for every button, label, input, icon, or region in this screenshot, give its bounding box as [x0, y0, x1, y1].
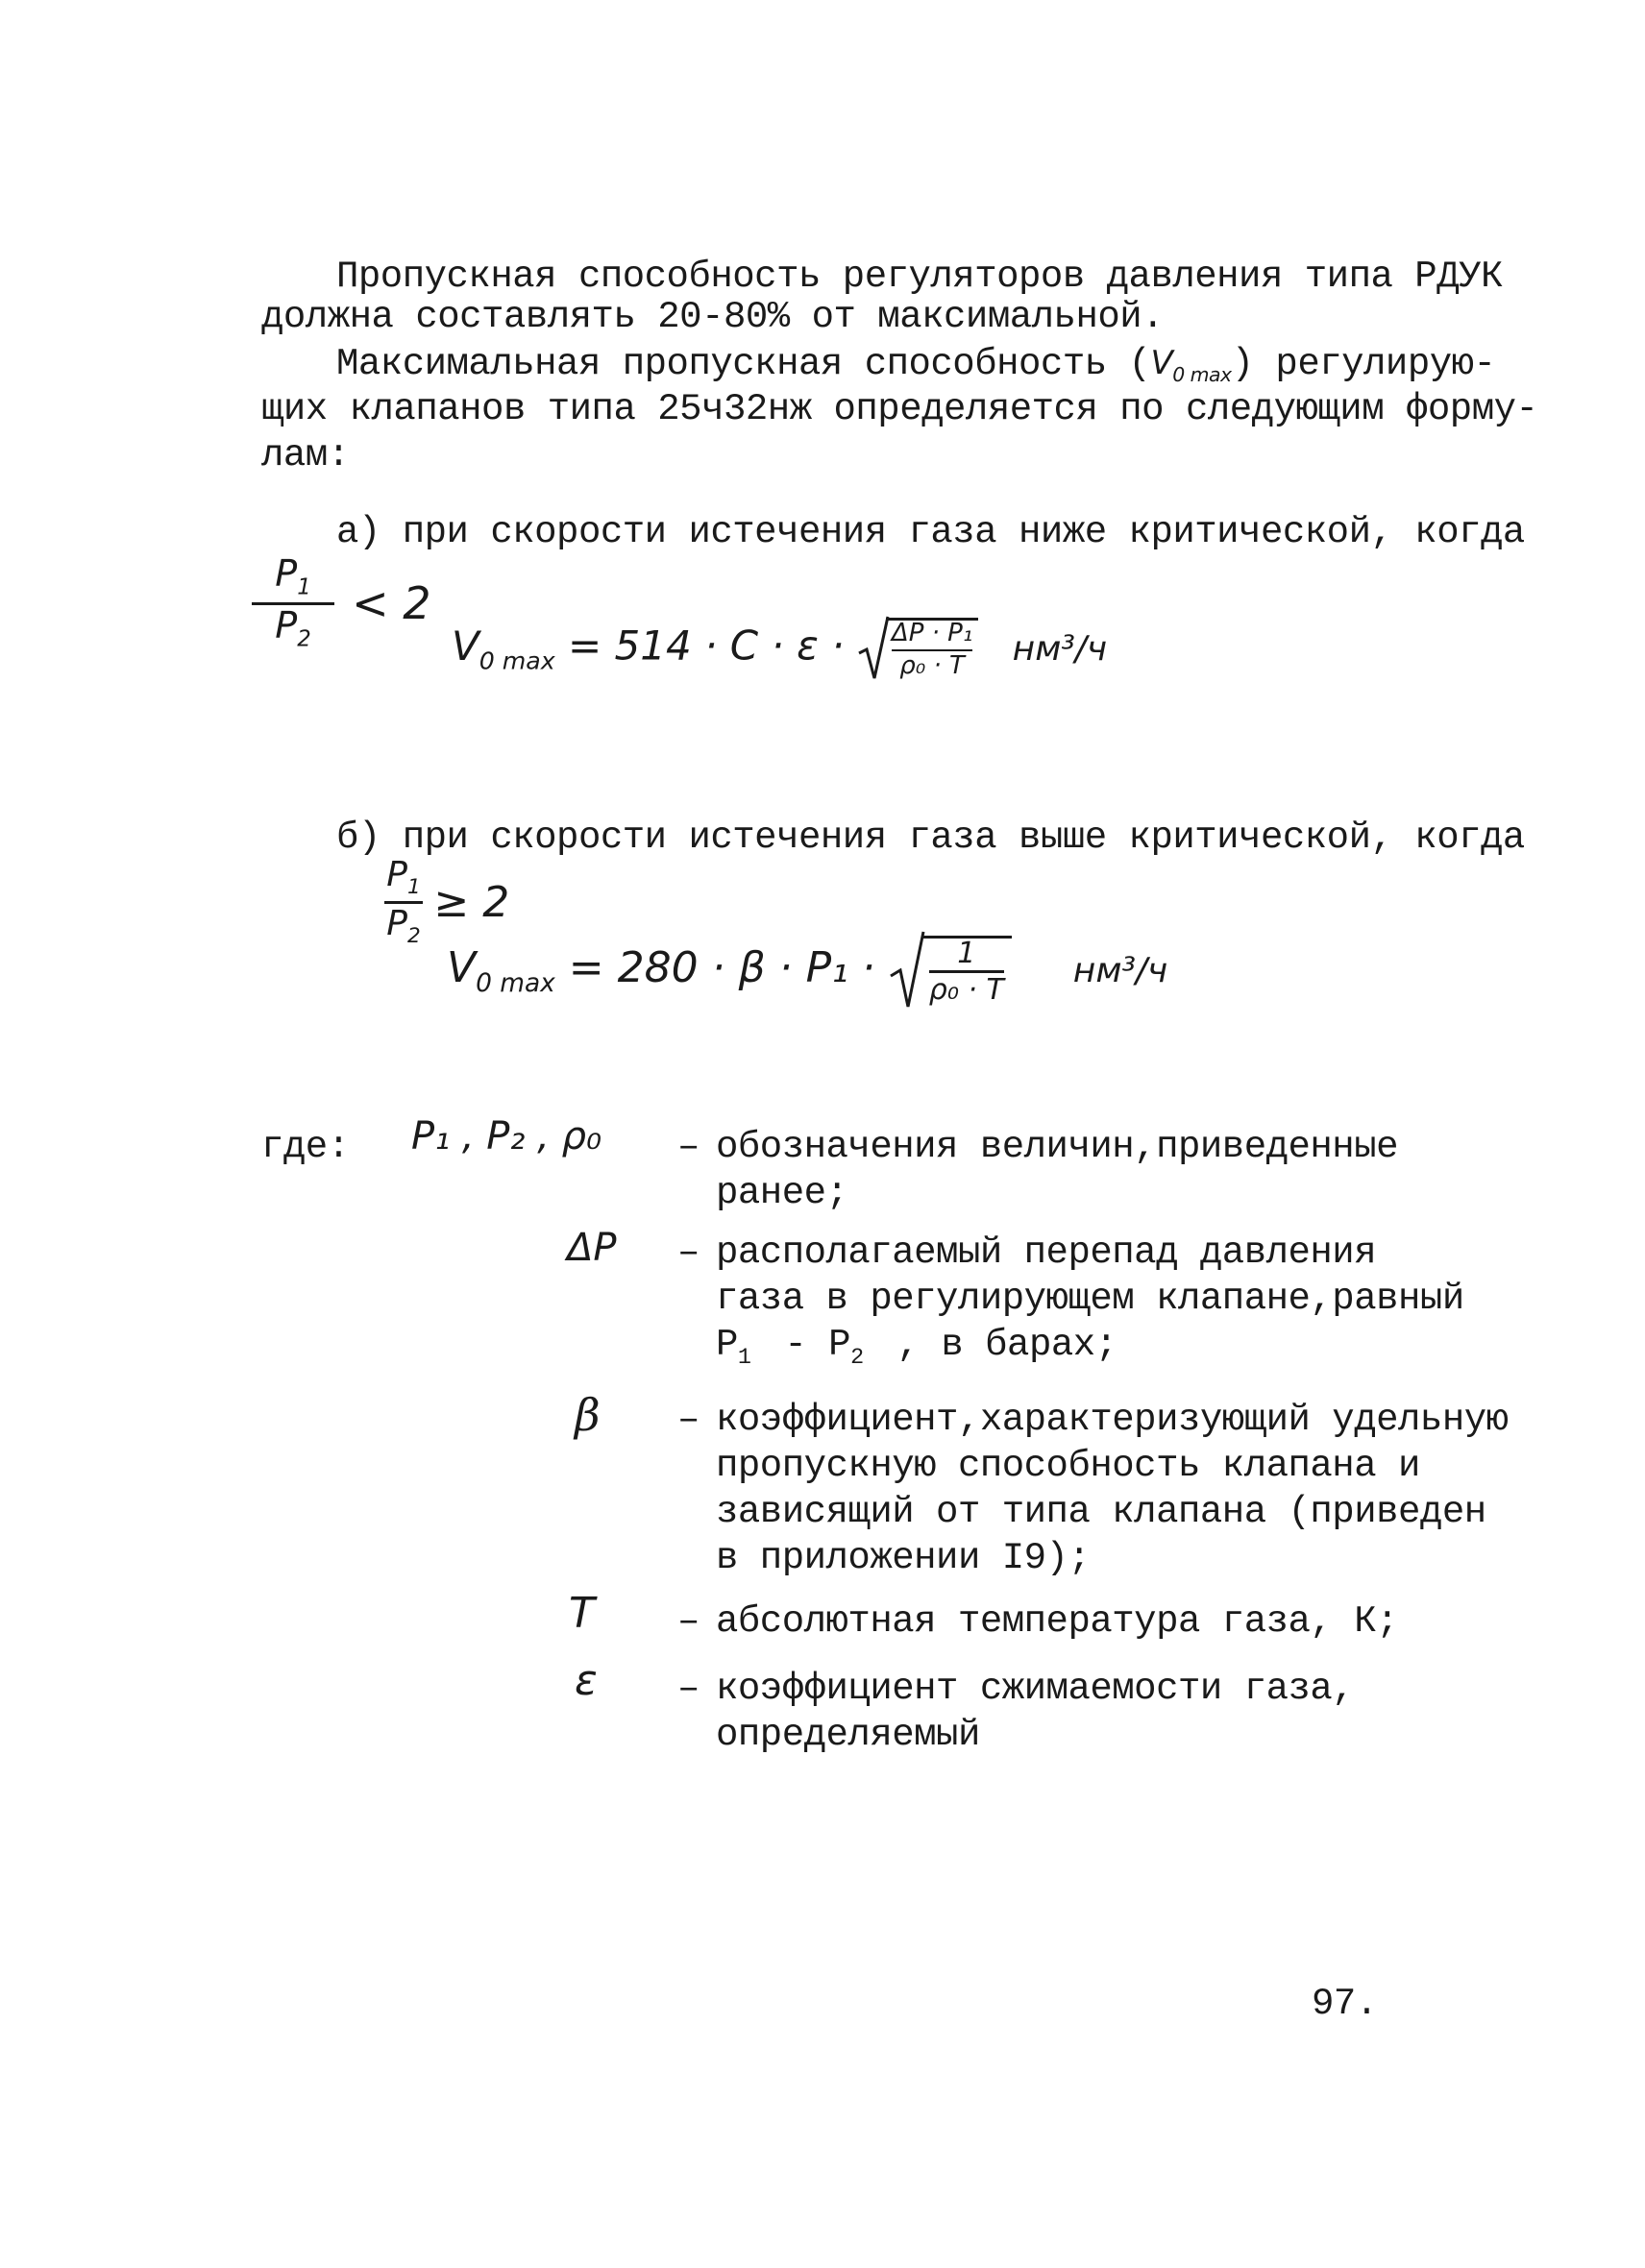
legend-symbol-t: T	[569, 1589, 595, 1638]
legend-where: где:	[261, 1126, 350, 1168]
paragraph-2-text-b: ) регулирую-	[1231, 343, 1496, 385]
legend-row-0-line-1: ранее;	[716, 1172, 848, 1214]
case-b-condition-relation: ≥ 2	[433, 877, 510, 927]
legend-row-1-tail: , в барах;	[896, 1324, 1117, 1366]
case-a-unit: нм³/ч	[1012, 628, 1108, 669]
paragraph-2-line-2: щих клапанов типа 25ч32нж определяется по следующим форму-	[261, 388, 1538, 430]
case-b-formula-mid: = 280 · β · P₁ ·	[568, 943, 875, 992]
legend-dash: –	[677, 1232, 700, 1274]
legend-symbol-delta-p: ΔP	[567, 1226, 617, 1270]
case-b-sqrt: $\frac{1}{\text{ρ₀ · T}}$	[889, 930, 1012, 1011]
page-number: 97.	[1312, 1983, 1378, 2025]
case-b-label: б) при скорости истечения газа выше критической, когда	[336, 817, 1525, 859]
case-a-condition-relation: < 2	[352, 577, 431, 630]
sqrt-sign-icon	[857, 615, 890, 682]
legend-row-1-line-2	[716, 1320, 1117, 1383]
legend-row-2-line-0: коэффициент,характеризующий удельную	[716, 1399, 1509, 1441]
paragraph-2-text-a: Максимальная пропускная способность (	[336, 343, 1151, 385]
sqrt-sign-icon	[889, 930, 925, 1011]
case-a-formula-mid: = 514 · C · ε ·	[568, 622, 845, 670]
case-a-label: а) при скорости истечения газа ниже критической, когда	[336, 511, 1525, 553]
case-b-unit: нм³/ч	[1072, 951, 1168, 990]
case-b-condition-fraction: $\frac{P_1}{P_2}$	[384, 857, 423, 948]
legend-row-1-p1: $P_1$	[716, 1324, 751, 1371]
legend-dash: –	[677, 1668, 700, 1710]
case-a-condition	[252, 552, 431, 652]
legend-row-2-line-2: зависящий от типа клапана (приведен	[716, 1491, 1486, 1533]
legend-row-1-line-1: газа в регулирующем клапане,равный	[716, 1278, 1464, 1320]
case-b-formula-lhs: $V_{0 max}$	[447, 943, 555, 998]
legend-row-0-line-0: обозначения величин,приведенные	[716, 1126, 1399, 1168]
case-a-condition-fraction: $\frac{P_1}{P_2}$	[252, 555, 334, 651]
paragraph-1-line-1: Пропускная способность регуляторов давления типа РДУК	[336, 256, 1503, 298]
legend-row-2-line-3: в приложении I9);	[716, 1537, 1091, 1579]
paragraph-1-line-2: должна составлять 20-80% от максимальной.	[261, 296, 1165, 338]
case-a-sqrt: $\frac{\text{ΔP · P₁}}{\text{ρ₀ · T}}$	[857, 615, 978, 682]
legend-row-1-line-0: располагаемый перепад давления	[716, 1232, 1377, 1274]
legend-row-4-line-0: коэффициент сжимаемости газа,	[716, 1668, 1355, 1710]
legend-symbol-beta: β	[575, 1389, 601, 1441]
paragraph-2-line-3: лам:	[261, 434, 350, 476]
case-a-formula	[452, 615, 1107, 682]
legend-row-4-line-1: определяемый	[716, 1714, 980, 1756]
legend-dash: –	[677, 1399, 700, 1441]
legend-dash: –	[677, 1600, 700, 1643]
legend-row-1-p2: - $P_2$	[784, 1324, 864, 1371]
case-a-formula-lhs: $V_{0 max}$	[452, 622, 555, 674]
case-b-formula	[447, 930, 1167, 1011]
legend-row-3-line-0: абсолютная температура газа, К;	[716, 1600, 1399, 1643]
legend-dash: –	[677, 1126, 700, 1168]
legend-row-2-line-1: пропускную способность клапана и	[716, 1445, 1420, 1487]
legend-symbol-epsilon: ε	[575, 1656, 598, 1705]
legend-symbol-p1-p2-rho: P₁ , P₂ , ρ₀	[411, 1114, 602, 1158]
vmax-symbol: $V_{0 max}$	[1150, 344, 1232, 386]
